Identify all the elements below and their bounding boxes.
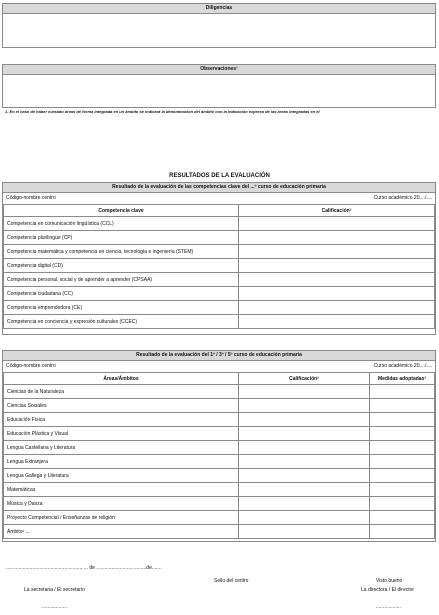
- competencia-name: Competencia personal, social y de aprender a aprender (CPSAA): [4, 273, 239, 287]
- col-competencia: Competencia clave: [4, 205, 239, 217]
- area-name: Proyecto Competencial / Enseñanzas de religión: [4, 511, 239, 525]
- calificacion-cell[interactable]: [239, 259, 435, 273]
- secretary-label: La secretaria / El secretario: [24, 587, 85, 593]
- calificacion-cell[interactable]: [239, 427, 370, 441]
- area-name: Ámbito¹ ....: [4, 525, 239, 539]
- results-title: RESULTADOS DE LA EVALUACIÓN: [169, 173, 270, 179]
- competencia-name: Competencia ciudadana (CC): [4, 287, 239, 301]
- medidas-cell[interactable]: [370, 511, 435, 525]
- areas-info-row: [3, 361, 435, 372]
- table-row: [4, 469, 435, 483]
- table-row: [4, 217, 435, 231]
- medidas-cell[interactable]: [370, 399, 435, 413]
- stamp-label: Sello del centro: [214, 578, 249, 584]
- calificacion-cell[interactable]: [239, 413, 370, 427]
- diligencias-box: [2, 3, 436, 48]
- col-calificacion: Calificación²: [239, 205, 435, 217]
- calificacion-cell[interactable]: [239, 441, 370, 455]
- area-name: Lengua Extranjera: [4, 455, 239, 469]
- competencia-name: Competencia digital (CD): [4, 259, 239, 273]
- calificacion-cell[interactable]: [239, 511, 370, 525]
- table-row: [4, 287, 435, 301]
- table-row: [4, 315, 435, 329]
- area-name: Lengua Castellana y Literatura: [4, 441, 239, 455]
- director-label: La directora / El director: [361, 587, 415, 593]
- director-signature-dots: ..................: [376, 604, 402, 610]
- medidas-cell[interactable]: [370, 385, 435, 399]
- table-row: [4, 441, 435, 455]
- table-row: [4, 385, 435, 399]
- competencia-name: Competencia plurilingüe (CP): [4, 231, 239, 245]
- year-label: Curso académico 20..../....: [373, 195, 432, 201]
- table-row: [4, 511, 435, 525]
- calificacion-cell[interactable]: [239, 483, 370, 497]
- calificacion-cell[interactable]: [239, 217, 435, 231]
- calificacion-cell[interactable]: [239, 301, 435, 315]
- medidas-cell[interactable]: [370, 497, 435, 511]
- table-row: [4, 497, 435, 511]
- diligencias-title: Diligencias: [3, 4, 435, 14]
- medidas-cell[interactable]: [370, 441, 435, 455]
- medidas-cell[interactable]: [370, 427, 435, 441]
- col-calificacion: Calificación²: [239, 373, 370, 385]
- table-row: [4, 427, 435, 441]
- observaciones-footnote: 1. En el caso de haber cursado áreas de forma integrada en un ámbito se indicará la denominación del ámbito con la indicación expresa de las áreas integradas en él: [5, 109, 320, 114]
- table-row: [4, 245, 435, 259]
- calificacion-cell[interactable]: [239, 287, 435, 301]
- calificacion-cell[interactable]: [239, 469, 370, 483]
- observaciones-title: Observaciones¹: [3, 65, 435, 75]
- competencia-name: Competencia en conciencia y expresión culturales (CCEC): [4, 315, 239, 329]
- table-row: [4, 259, 435, 273]
- competencia-name: Competencia en comunicación lingüística (CCL): [4, 217, 239, 231]
- center-label: Código-nombre centro: [6, 195, 56, 201]
- calificacion-cell[interactable]: [239, 455, 370, 469]
- medidas-cell[interactable]: [370, 525, 435, 539]
- competencias-table: [3, 204, 435, 329]
- table-row: [4, 455, 435, 469]
- table-row: [4, 483, 435, 497]
- medidas-cell[interactable]: [370, 413, 435, 427]
- table-row: [4, 525, 435, 539]
- areas-table-header: Resultado de la evaluación del 1º / 3º / 5º curso de educación primaria: [3, 351, 435, 361]
- table-row: [4, 399, 435, 413]
- center-label: Código-nombre centro: [6, 363, 56, 369]
- table-row: [4, 413, 435, 427]
- calificacion-cell[interactable]: [239, 273, 435, 287]
- medidas-cell[interactable]: [370, 483, 435, 497]
- competencias-info-row: [3, 193, 435, 204]
- table-row: [4, 231, 435, 245]
- date-line: ......................................................, ... de ....................................de.......: [6, 565, 162, 571]
- competencia-name: Competencia emprendedora (CE): [4, 301, 239, 315]
- table-row: [4, 301, 435, 315]
- table-row: [4, 273, 435, 287]
- calificacion-cell[interactable]: [239, 525, 370, 539]
- calificacion-cell[interactable]: [239, 231, 435, 245]
- calificacion-cell[interactable]: [239, 399, 370, 413]
- area-name: Ciencias de la Naturaleza: [4, 385, 239, 399]
- area-name: Música y Danza: [4, 497, 239, 511]
- area-name: Educación Física: [4, 413, 239, 427]
- area-name: Matemáticas: [4, 483, 239, 497]
- area-name: Ciencias Sociales: [4, 399, 239, 413]
- competencias-table-box: [2, 182, 436, 335]
- secretary-signature-dots: ..................: [42, 604, 68, 610]
- competencia-name: Competencia matemática y competencia en ciencia, tecnología e ingeniería (STEM): [4, 245, 239, 259]
- observaciones-box: [2, 64, 436, 108]
- year-label: Curso académico 20..../....: [373, 363, 432, 369]
- medidas-cell[interactable]: [370, 455, 435, 469]
- calificacion-cell[interactable]: [239, 497, 370, 511]
- calificacion-cell[interactable]: [239, 245, 435, 259]
- areas-table: [3, 372, 435, 539]
- col-areas: Áreas/Ámbitos: [4, 373, 239, 385]
- calificacion-cell[interactable]: [239, 385, 370, 399]
- calificacion-cell[interactable]: [239, 315, 435, 329]
- col-medidas: Medidas adoptadas³: [370, 373, 435, 385]
- vb-label: Visto bueno: [376, 578, 403, 584]
- area-name: Lengua Gallega y Literatura: [4, 469, 239, 483]
- competencias-table-header: Resultado de la evaluación de las competencias clave del ...º curso de educación primaria: [3, 183, 435, 193]
- medidas-cell[interactable]: [370, 469, 435, 483]
- areas-table-box: [2, 350, 436, 542]
- area-name: Educación Plástica y Visual: [4, 427, 239, 441]
